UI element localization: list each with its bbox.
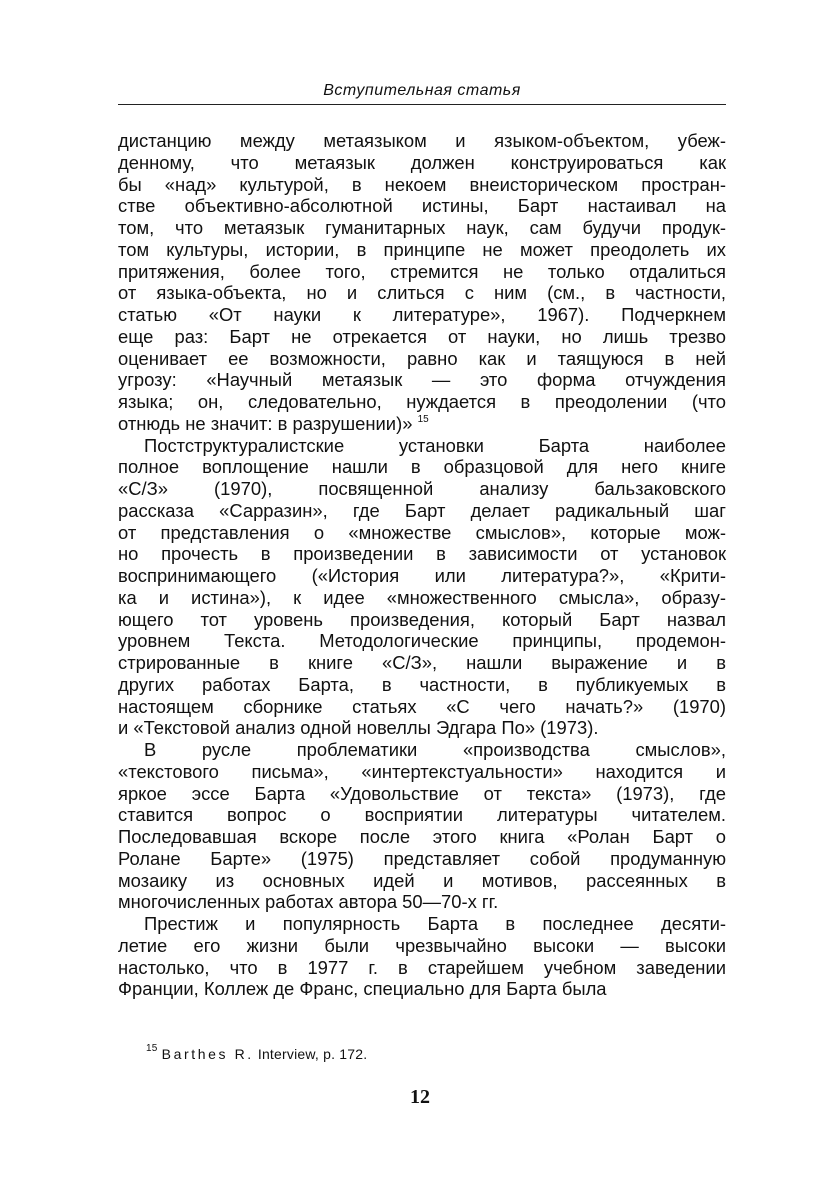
text-line xyxy=(118,826,726,848)
body-text xyxy=(118,130,726,1000)
paragraph xyxy=(118,739,726,913)
text-line xyxy=(118,543,726,565)
text-line xyxy=(118,130,726,152)
line-text: дистанцию между метаязыком и языком-объектом, убеж- xyxy=(118,130,726,151)
text-line xyxy=(118,522,726,544)
line-text: том, что метаязык гуманитарных наук, сам будучи продук- xyxy=(118,217,726,238)
text-line xyxy=(118,587,726,609)
line-text: отнюдь не значит: в разрушении)» xyxy=(118,412,413,434)
text-line xyxy=(118,609,726,631)
text-line xyxy=(118,304,726,326)
text-line xyxy=(118,565,726,587)
text-line xyxy=(118,239,726,261)
text-line xyxy=(118,717,726,739)
line-text: языка; он, следовательно, нуждается в преодолении (что xyxy=(118,391,726,412)
line-text: полное воплощение нашли в образцовой для него книге xyxy=(118,456,726,478)
line-text: стрированные в книге «С/З», нашли выражение и в xyxy=(118,652,726,673)
footnote-reference: 15 xyxy=(417,413,429,425)
text-line xyxy=(118,761,726,783)
line-text: ющего тот уровень произведения, который Барт назвал xyxy=(118,608,726,630)
text-line xyxy=(118,652,726,674)
text-line xyxy=(118,891,726,913)
text-line xyxy=(118,413,726,435)
text-line xyxy=(118,935,726,957)
line-text: денному, что метаязык должен конструироваться как xyxy=(118,151,726,173)
line-text: многочисленных работах автора 50—70-х гг. xyxy=(118,891,499,913)
text-line xyxy=(118,913,726,935)
line-text: ставится вопрос о восприятии литературы читателем. xyxy=(118,804,726,826)
line-text: оценивает ее возможности, равно как и таящуюся в ней xyxy=(118,347,726,369)
text-line xyxy=(118,739,726,761)
text-line xyxy=(118,435,726,457)
line-text: воспринимающего («История или литература?», «Крити- xyxy=(118,565,726,586)
line-text: Последовавшая вскоре после этого книга «Ролан Барт о xyxy=(118,826,726,847)
text-line xyxy=(118,478,726,500)
line-text: Престиж и популярность Барта в последнее десяти- xyxy=(144,913,726,934)
text-line xyxy=(118,152,726,174)
footnote xyxy=(146,1043,368,1062)
footnote-author: Barthes R. xyxy=(161,1046,254,1062)
line-text: уровнем Текста. Методологические принципы, продемон- xyxy=(118,630,726,652)
line-text: но прочесть в произведении в зависимости от установок xyxy=(118,543,726,565)
line-text: еще раз: Барт не отрекается от науки, но лишь трезво xyxy=(118,325,726,347)
text-line xyxy=(118,282,726,304)
line-text: «текстового письма», «интертекстуальности» находится и xyxy=(118,760,726,782)
line-text: стве объективно-абсолютной истины, Барт настаивал на xyxy=(118,195,726,217)
text-line xyxy=(118,348,726,370)
running-title: Вступительная статья xyxy=(323,82,521,99)
line-text: В русле проблематики «производства смыслов», xyxy=(144,739,726,760)
line-text: и «Текстовой анализ одной новеллы Эдгара По» (1973). xyxy=(118,717,599,739)
line-text: угрозу: «Научный метаязык — это форма отчуждения xyxy=(118,369,726,391)
text-line xyxy=(118,217,726,239)
text-line xyxy=(118,174,726,196)
text-line xyxy=(118,630,726,652)
line-text: мозаику из основных идей и мотивов, рассеянных в xyxy=(118,869,726,891)
line-text: Постструктуралистские установки Барта наиболее xyxy=(144,434,726,456)
footnote-number: 15 xyxy=(146,1043,158,1054)
line-text: яркое эссе Барта «Удовольствие от текста» (1973), где xyxy=(118,782,726,804)
text-line xyxy=(118,674,726,696)
text-line xyxy=(118,696,726,718)
line-text: от представления о «множестве смыслов», которые мож- xyxy=(118,521,726,543)
header-rule xyxy=(118,104,726,105)
page-number: 12 xyxy=(410,1086,430,1108)
line-text: том культуры, истории, в принципе не может преодолеть их xyxy=(118,238,726,260)
line-text: бы «над» культурой, в некоем внеисторическом простран- xyxy=(118,173,726,195)
line-text: настолько, что в 1977 г. в старейшем учебном заведении xyxy=(118,956,726,978)
text-line xyxy=(118,848,726,870)
line-text: других работах Барта, в частности, в публикуемых в xyxy=(118,673,726,695)
line-text: притяжения, более того, стремится не только отдалиться xyxy=(118,260,726,282)
line-text: настоящем сборнике статьях «С чего начать?» (1970) xyxy=(118,695,726,717)
text-line xyxy=(118,369,726,391)
line-text: ка и истина»), к идее «множественного смысла», образу- xyxy=(118,586,726,608)
text-line xyxy=(118,804,726,826)
text-line xyxy=(118,195,726,217)
line-text: статью «От науки к литературе», 1967). Подчеркнем xyxy=(118,304,726,325)
text-line xyxy=(118,261,726,283)
text-line xyxy=(118,456,726,478)
text-line xyxy=(118,391,726,413)
line-text: Франции, Коллеж де Франс, специально для Барта была xyxy=(118,978,607,1000)
line-text: рассказа «Сарразин», где Барт делает радикальный шаг xyxy=(118,499,726,521)
paragraph xyxy=(118,913,726,1000)
text-line xyxy=(118,783,726,805)
text-line xyxy=(118,326,726,348)
line-text: Ролане Барте» (1975) представляет собой продуманную xyxy=(118,847,726,869)
line-text: «С/З» (1970), посвященной анализу бальзаковского xyxy=(118,478,726,499)
line-text: от языка-объекта, но и слиться с ним (см., в частности, xyxy=(118,282,726,304)
paragraph xyxy=(118,435,726,740)
paragraph xyxy=(118,130,726,435)
text-line xyxy=(118,957,726,979)
footnote-text: Interview, p. 172. xyxy=(257,1046,368,1062)
line-text: летие его жизни были чрезвычайно высоки — высоки xyxy=(118,934,726,956)
text-line xyxy=(118,978,726,1000)
text-line xyxy=(118,500,726,522)
text-line xyxy=(118,870,726,892)
